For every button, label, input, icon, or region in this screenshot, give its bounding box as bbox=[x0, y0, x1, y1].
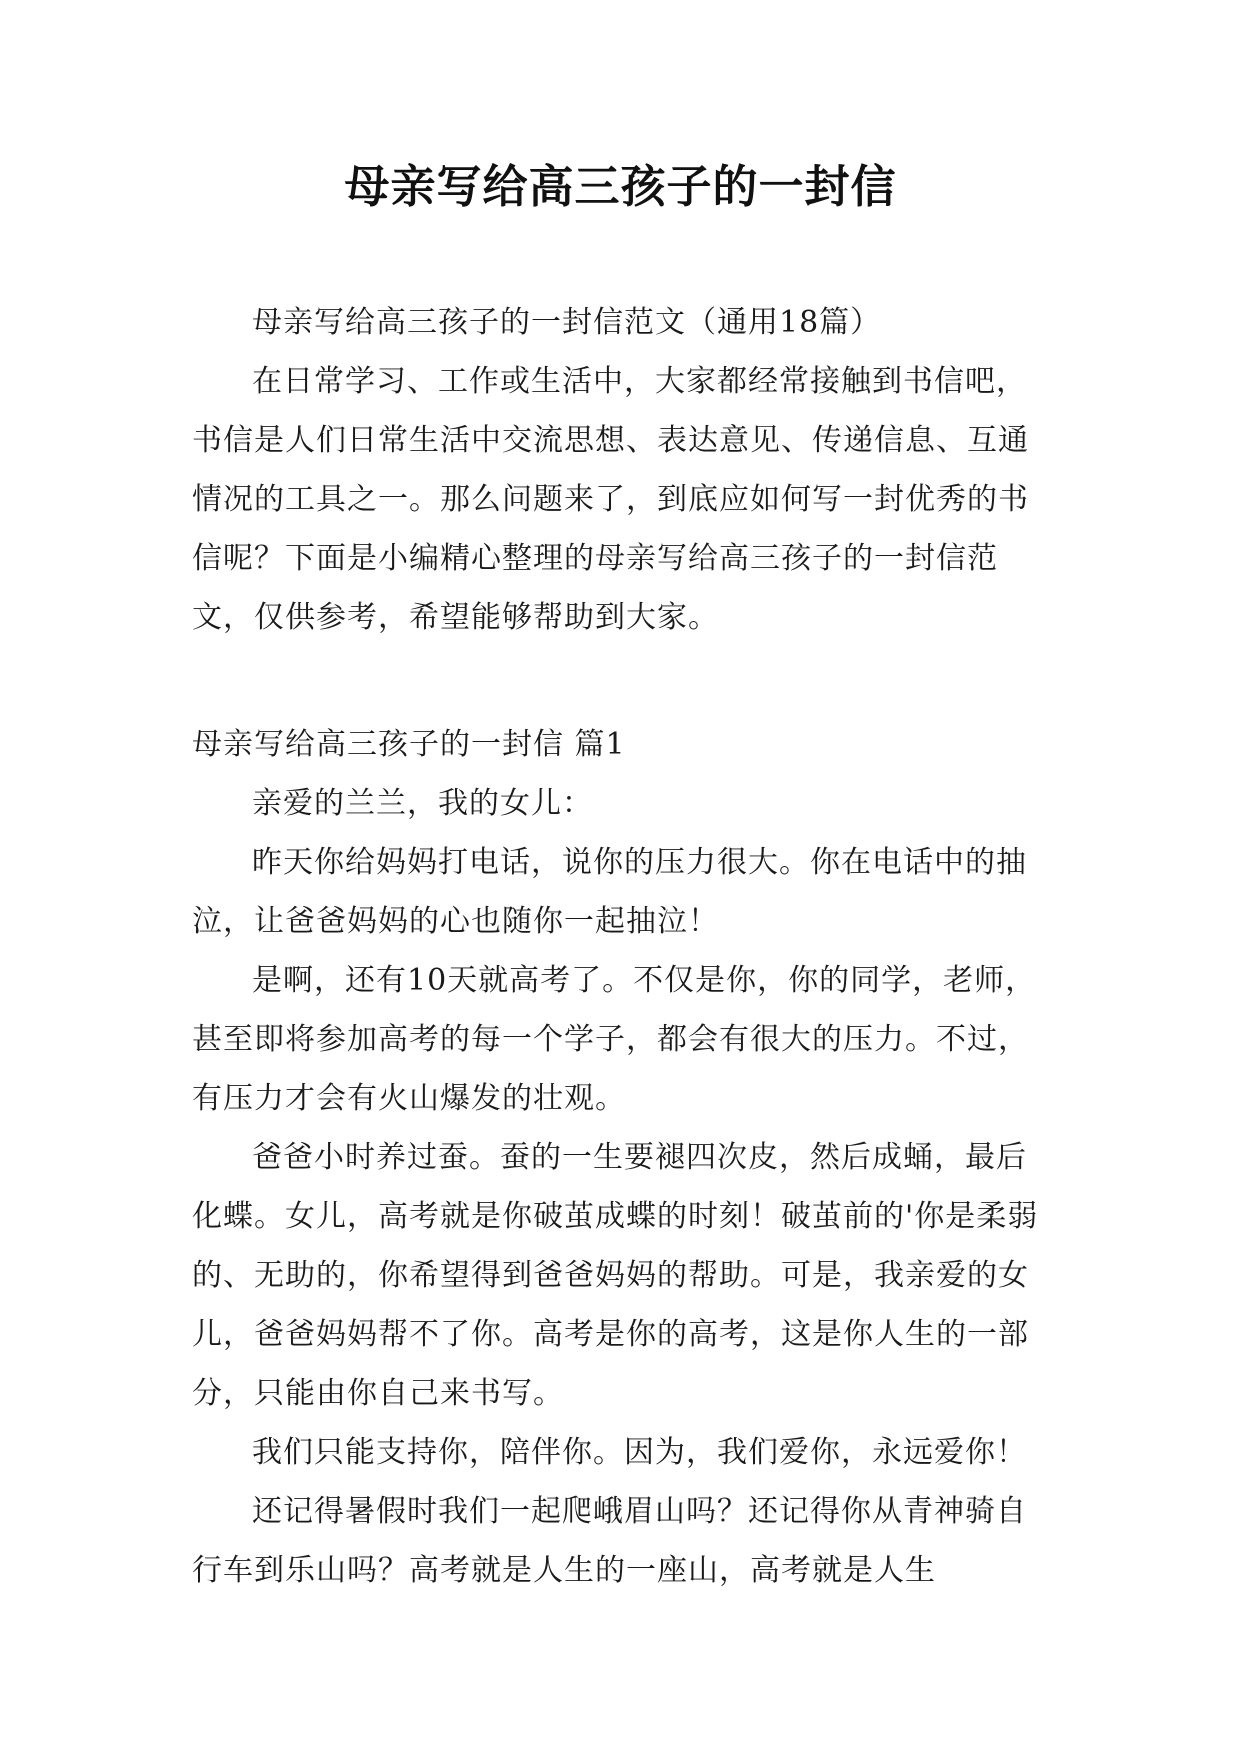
letter-paragraph: 我们只能支持你，陪伴你。因为，我们爱你，永远爱你！ bbox=[252, 1435, 1027, 1470]
letter-paragraph: 昨天你给妈妈打电话，说你的压力很大。你在电话中的抽泣，让爸爸妈妈的心也随你一起抽泣！ bbox=[192, 845, 1027, 939]
section-heading: 母亲写给高三孩子的一封信 篇1 bbox=[192, 727, 626, 762]
document-body bbox=[192, 293, 1052, 1600]
letter-paragraph: 还记得暑假时我们一起爬峨眉山吗？还记得你从青神骑自行车到乐山吗？高考就是人生的一座山，高考就是人生 bbox=[192, 1494, 1027, 1588]
letter-paragraph: 爸爸小时养过蚕。蚕的一生要褪四次皮，然后成蛹，最后化蝶。女儿，高考就是你破茧成蝶的时刻！破茧前的'你是柔弱的、无助的，你希望得到爸爸妈妈的帮助。可是，我亲爱的女儿，爸爸妈妈帮不了你。高考是你的高考，这是你人生的一部分，只能由你自己来书写。 bbox=[192, 1140, 1039, 1411]
intro-subtitle: 母亲写给高三孩子的一封信范文（通用18篇） bbox=[252, 305, 882, 340]
document-title: 母亲写给高三孩子的一封信 bbox=[344, 160, 897, 213]
intro-paragraph: 在日常学习、工作或生活中，大家都经常接触到书信吧，书信是人们日常生活中交流思想、表达意见、传递信息、互通情况的工具之一。那么问题来了，到底应如何写一封优秀的书信呢？下面是小编精心整理的母亲写给高三孩子的一封信范文，仅供参考，希望能够帮助到大家。 bbox=[192, 364, 1029, 635]
letter-greeting: 亲爱的兰兰，我的女儿： bbox=[252, 786, 593, 821]
letter-paragraph: 是啊，还有10天就高考了。不仅是你，你的同学，老师，甚至即将参加高考的每一个学子，都会有很大的压力。不过，有压力才会有火山爆发的壮观。 bbox=[192, 963, 1037, 1116]
section-spacer bbox=[192, 647, 1052, 715]
